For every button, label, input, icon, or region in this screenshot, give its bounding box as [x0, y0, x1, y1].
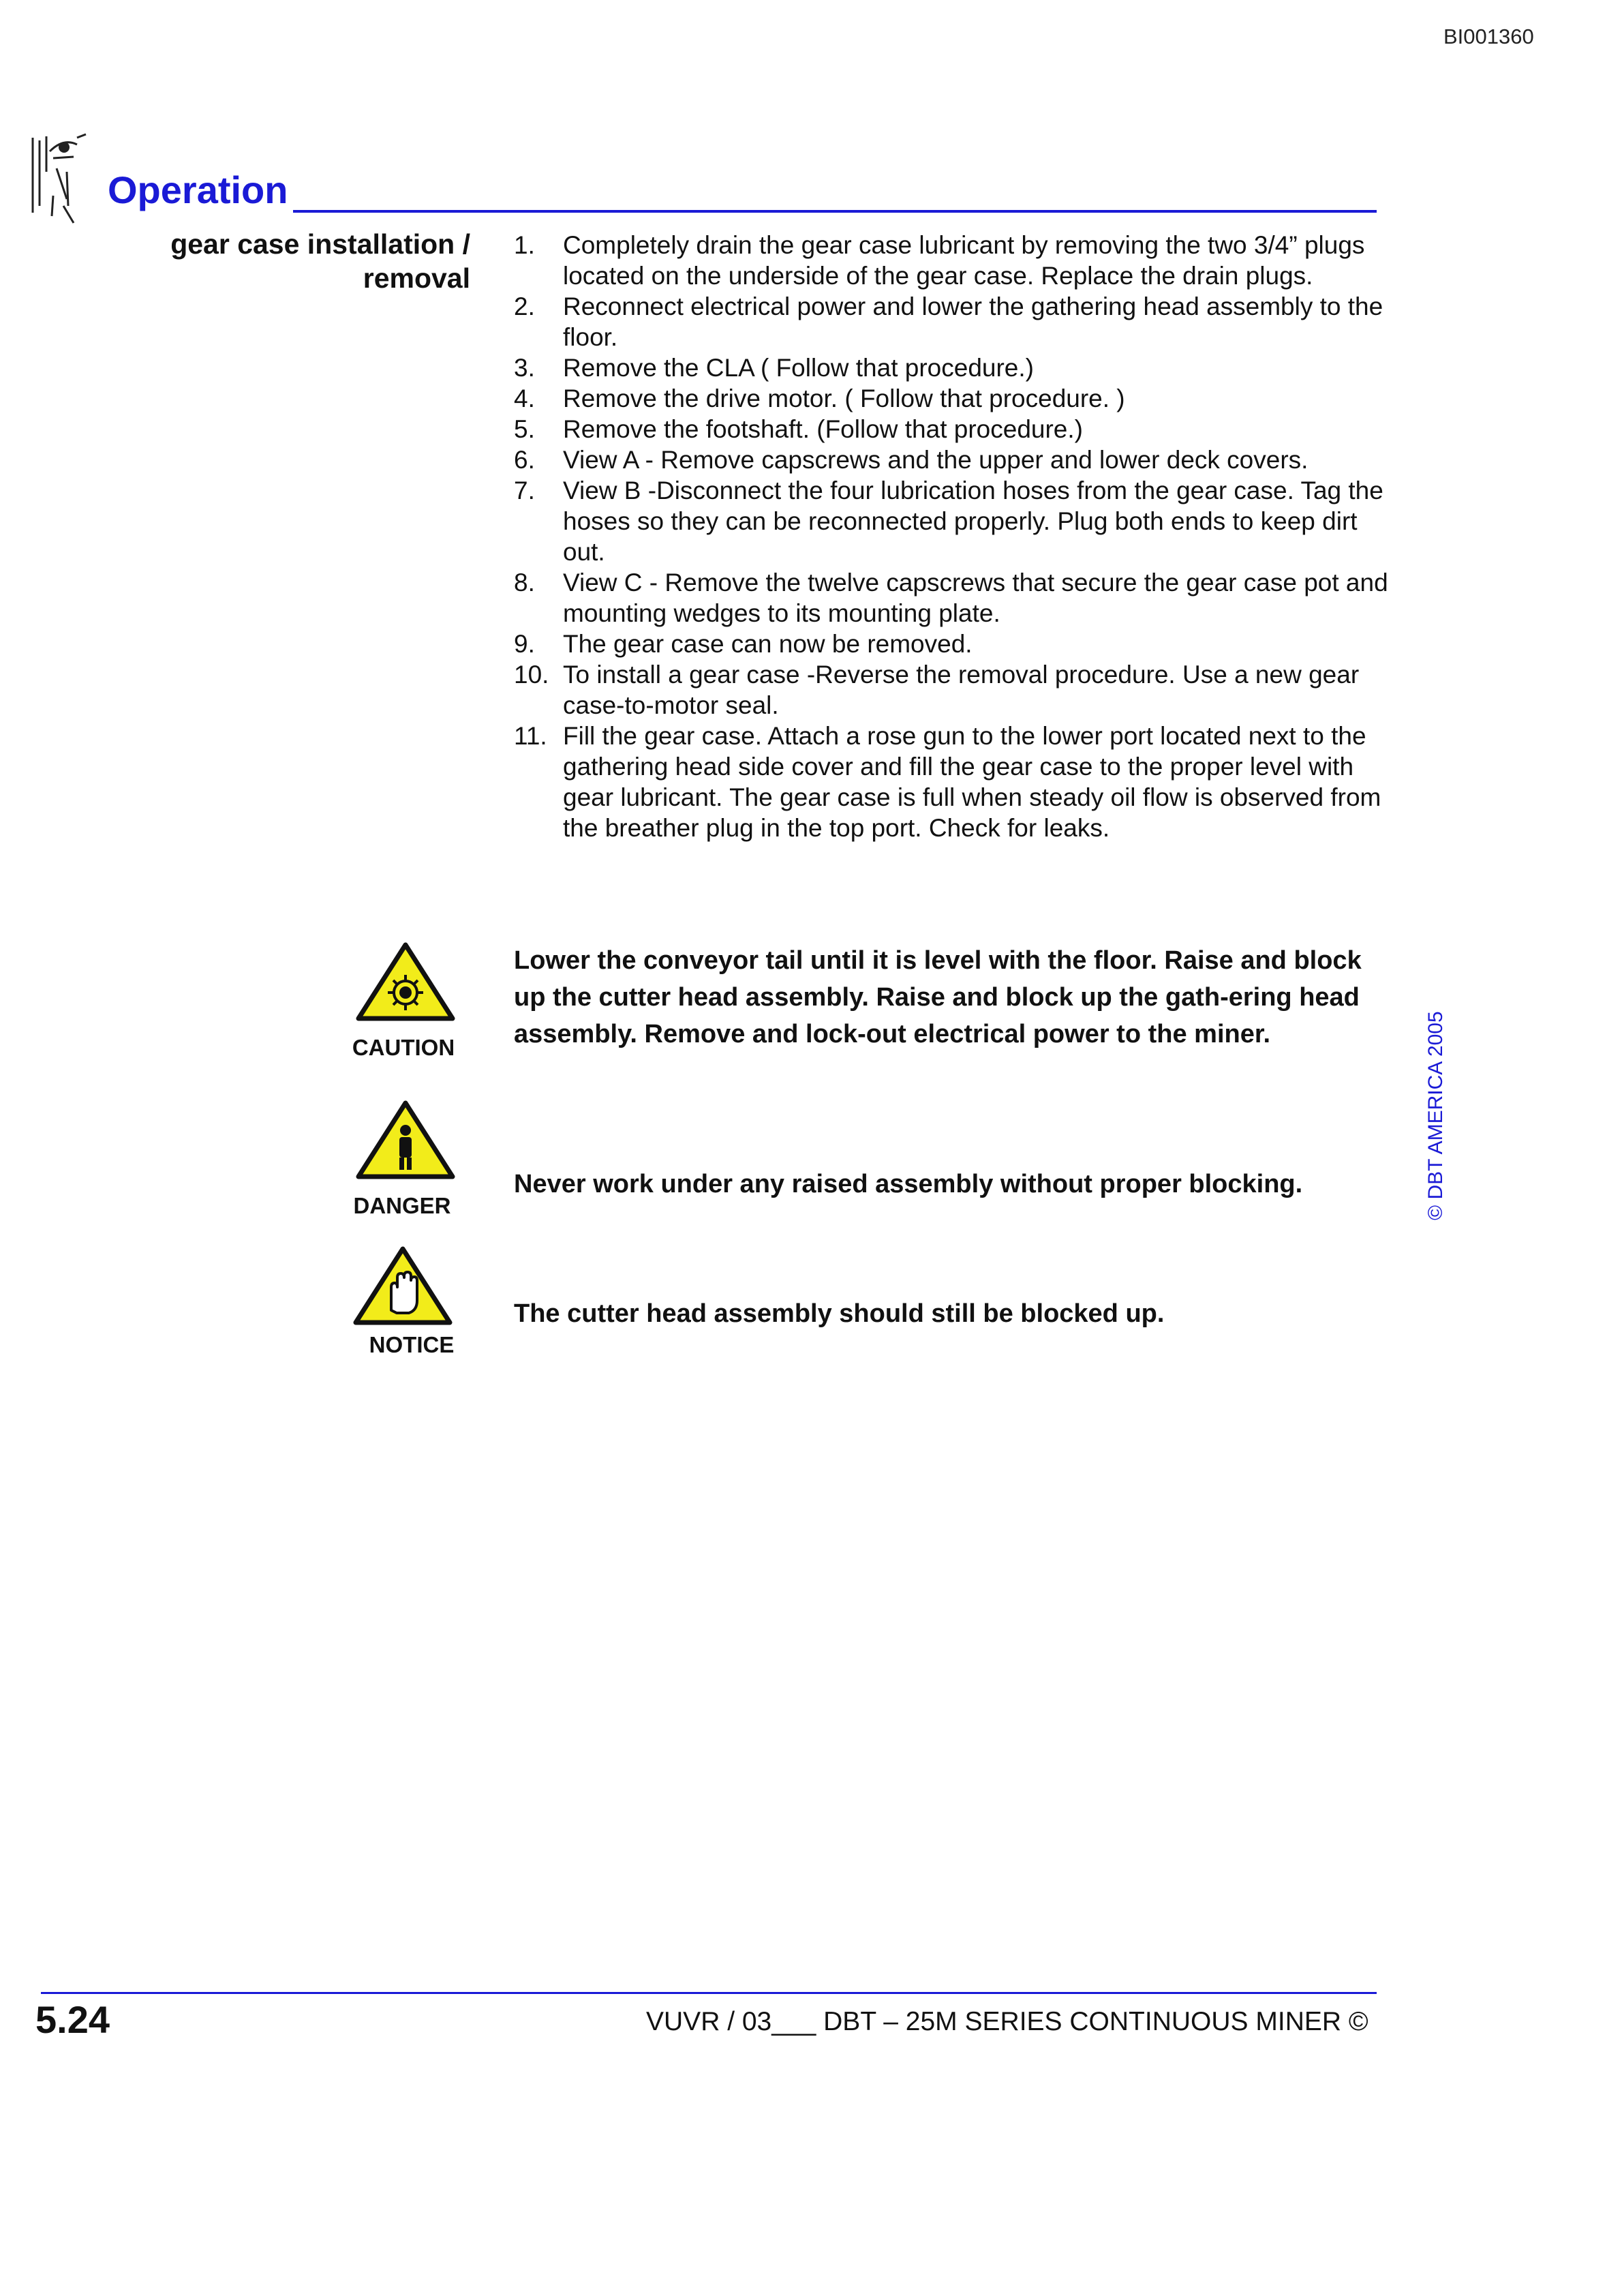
- step-number: 10.: [514, 661, 549, 689]
- danger-text: Never work under any raised assembly without proper blocking.: [514, 1170, 1303, 1198]
- page-number: 5.24: [35, 1998, 110, 2041]
- notice-hand-icon: [352, 1245, 454, 1327]
- step-text: To install a gear case -Reverse the removal procedure. Use a new gear case-to-motor seal.: [563, 661, 1360, 719]
- side-heading-line-2: removal: [363, 262, 470, 294]
- step-number: 2.: [514, 292, 535, 320]
- footer-text: VUVR / 03___ DBT – 25M SERIES CONTINUOUS MINER ©: [646, 2007, 1368, 2036]
- step-text: View B -Disconnect the four lubrication hoses from the gear case. Tag the hoses so they can be reconnected properly. Plug both ends to keep dirt out.: [563, 477, 1383, 566]
- document-id: BI001360: [1443, 25, 1534, 48]
- step-text: Reconnect electrical power and lower the gathering head assembly to the floor.: [563, 292, 1383, 351]
- procedure-step: [514, 414, 1393, 444]
- side-heading: [61, 227, 470, 295]
- procedure-step: [514, 230, 1393, 291]
- step-text: Remove the CLA ( Follow that procedure.): [563, 354, 1034, 382]
- procedure-step: [514, 629, 1393, 659]
- procedure-step: [514, 475, 1393, 567]
- danger-person-icon: [354, 1099, 457, 1181]
- title-underline: [293, 210, 1377, 213]
- caution-text: Lower the conveyor tail until it is level with the floor. Raise and block up the cutter head assembly. Raise and block up the gath-ering head assembly. Remove and lock-out electrical power to the miner.: [514, 946, 1362, 1048]
- procedure-step: [514, 383, 1393, 414]
- caution-label: CAUTION: [352, 1035, 455, 1060]
- notice-text: The cutter head assembly should still be blocked up.: [514, 1299, 1165, 1328]
- step-text: Fill the gear case. Attach a rose gun to the lower port located next to the gathering head side cover and fill the gear case to the proper level with gear lubricant. The gear case is full when steady oil flow is observed from the breather plug in the top port. Check for leaks.: [563, 722, 1381, 842]
- side-copyright: © DBT AMERICA 2005: [1424, 1011, 1447, 1220]
- step-number: 9.: [514, 630, 535, 658]
- step-number: 4.: [514, 384, 535, 412]
- side-heading-line-1: gear case installation /: [170, 228, 470, 260]
- step-text: Remove the drive motor. ( Follow that procedure. ): [563, 384, 1125, 412]
- procedure-step: [514, 659, 1393, 721]
- step-number: 6.: [514, 446, 535, 474]
- procedure-steps: [514, 230, 1393, 843]
- step-text: The gear case can now be removed.: [563, 630, 973, 658]
- procedure-step: [514, 444, 1393, 475]
- procedure-step: [514, 721, 1393, 843]
- step-number: 11.: [514, 722, 547, 750]
- caution-gear-icon: [354, 941, 457, 1023]
- footer-rule: [41, 1992, 1377, 1994]
- notice-label: NOTICE: [369, 1332, 455, 1357]
- procedure-step: [514, 291, 1393, 352]
- step-number: 1.: [514, 231, 535, 259]
- danger-label: DANGER: [353, 1193, 451, 1218]
- step-number: 7.: [514, 477, 535, 504]
- step-number: 5.: [514, 415, 535, 443]
- step-text: View C - Remove the twelve capscrews that secure the gear case pot and mounting wedges to its mounting plate.: [563, 569, 1388, 627]
- miner-figure-logo: [26, 131, 89, 226]
- procedure-step: [514, 352, 1393, 383]
- section-title: Operation: [108, 168, 288, 211]
- step-text: Completely drain the gear case lubricant by removing the two 3/4” plugs located on the underside of the gear case. Replace the drain plugs.: [563, 231, 1365, 290]
- procedure-step: [514, 567, 1393, 629]
- step-number: 3.: [514, 354, 535, 382]
- step-number: 8.: [514, 569, 535, 596]
- step-text: Remove the footshaft. (Follow that procedure.): [563, 415, 1083, 443]
- step-text: View A - Remove capscrews and the upper and lower deck covers.: [563, 446, 1309, 474]
